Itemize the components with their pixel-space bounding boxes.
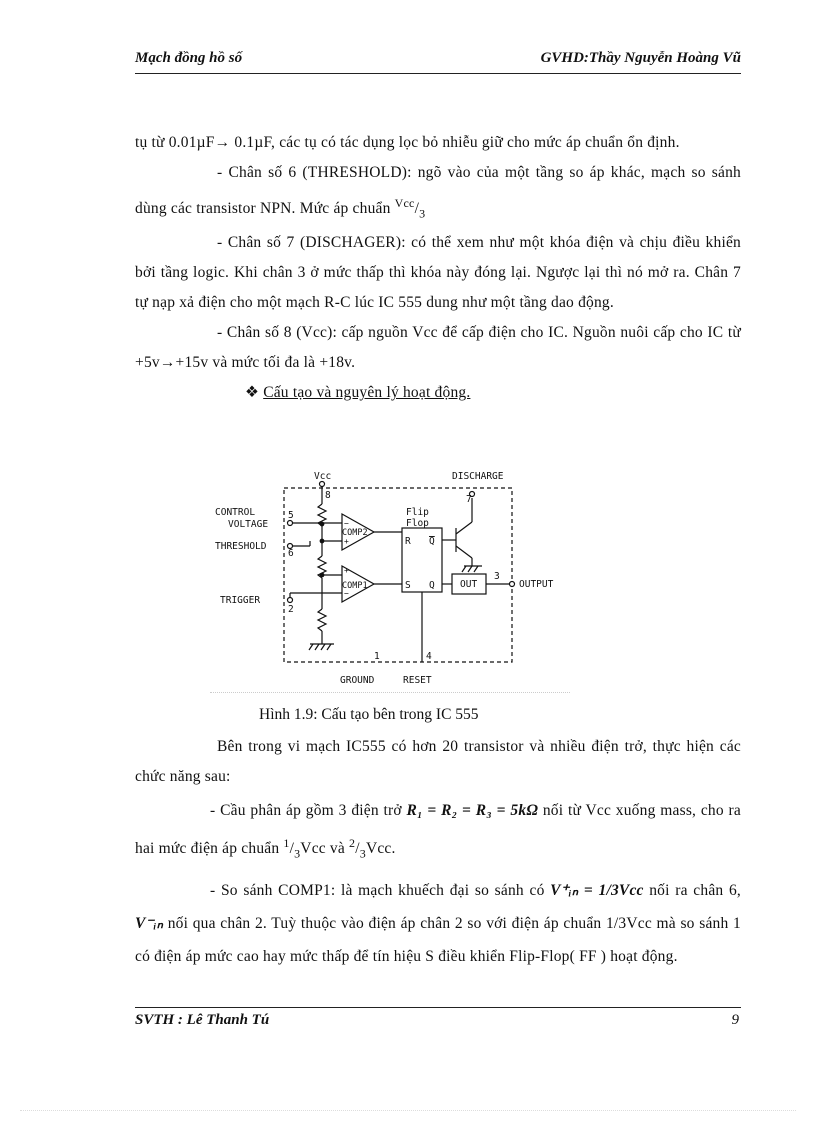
item1-f2-num: 2 — [349, 836, 356, 850]
paragraph-capacitor: tụ từ 0.01µF→ 0.1µF, các tụ có tác dụng lọc bỏ nhiễu giữ cho mức áp chuẩn ổn định. — [135, 134, 680, 151]
resistor-equation: R₁ = R₂ = R₃ = 5kΩ — [406, 802, 539, 819]
item1-mid: nối từ Vcc xuống mass, cho ra hai mức điện áp chuẩn — [135, 802, 741, 858]
label-ground: GROUND — [340, 675, 375, 686]
label-control: CONTROL — [215, 507, 256, 518]
page-header — [135, 47, 741, 71]
label-pin8: 8 — [325, 490, 331, 501]
vin-minus: V⁻ᵢₙ — [135, 915, 164, 933]
item1-f1-den: 3 — [294, 846, 301, 861]
page-number: 9 — [731, 1012, 739, 1028]
body-text — [135, 128, 741, 408]
label-vcc: Vcc — [314, 471, 332, 482]
item1-f2-den: 3 — [359, 846, 366, 861]
item-voltage-divider: - Cầu phân áp gồm 3 điện trở R₁ = R₂ = R₃ = 5kΩ nối từ Vcc xuống mass, cho ra hai mức điện áp chuẩn $^1/_3Vcc$ và $^2/_3Vcc$. — [135, 802, 741, 861]
frac-den: 3 — [419, 206, 426, 221]
label-output: OUTPUT — [519, 579, 554, 590]
label-pin1: 1 — [374, 651, 380, 662]
vin-plus-equation: V⁺ᵢₙ = 1/3Vcc — [550, 882, 644, 900]
section2-text — [135, 732, 741, 973]
item1-vcc1: Vcc và — [300, 840, 350, 858]
frac-num: Vcc — [394, 196, 415, 210]
section2-intro: Bên trong vi mạch IC555 có hơn 20 transistor và nhiều điện trở, thực hiện các chức năng sau: — [135, 738, 741, 785]
label-flop: Flop — [406, 518, 429, 529]
figure-divider — [210, 692, 570, 693]
ic555-diagram — [210, 466, 570, 690]
label-out: OUT — [460, 579, 478, 590]
paragraph-pin6: - Chân số 6 (THRESHOLD): ngõ vào của một tầng so áp khác, mạch so sánh dùng các transistor NPN. Mức áp chuẩn $^{Vcc}/_3$ — [135, 164, 741, 221]
label-qbar: Q — [429, 536, 435, 547]
label-threshold: THRESHOLD — [215, 541, 267, 552]
label-pin4: 4 — [426, 651, 432, 662]
item2-mid: nối ra chân 6, — [643, 882, 741, 900]
label-minus-2: − — [344, 519, 349, 528]
label-plus-1: + — [344, 566, 349, 575]
resistor-r3 — [318, 609, 326, 631]
section-bullet — [135, 378, 741, 408]
item1-f1-num: 1 — [283, 836, 290, 850]
label-comp2: COMP2 — [342, 528, 368, 538]
label-q: Q — [429, 580, 435, 591]
label-r: R — [405, 536, 411, 547]
item1-prefix: - Cầu phân áp gồm 3 điện trở — [210, 802, 407, 819]
label-pin2: 2 — [288, 604, 294, 615]
item2-rest: nối qua chân 2. Tuỳ thuộc vào điện áp chân 2 so với điện áp chuẩn 1/3Vcc mà so sánh 1 có điện áp mức cao hay mức thấp để tín hiệu S điều khiển Flip-Flop( FF ) hoạt động. — [135, 915, 741, 966]
section-heading: Cấu tạo và nguyên lý hoạt động. — [263, 384, 471, 402]
label-reset: RESET — [403, 675, 432, 686]
paragraph-pin8: - Chân số 8 (Vcc): cấp nguồn Vcc để cấp điện cho IC. Nguồn nuôi cấp cho IC từ +5v→+15v và mức tối đa là +18v. — [135, 324, 741, 372]
item-comp1 — [135, 874, 741, 973]
footer-rule — [135, 1007, 741, 1008]
item2-prefix: - So sánh COMP1: là mạch khuếch đại so sánh có — [210, 882, 551, 900]
label-s: S — [405, 580, 411, 591]
label-pin7: 7 — [466, 494, 472, 505]
label-flip: Flip — [406, 507, 429, 518]
pin6-text: - Chân số 6 (THRESHOLD): ngõ vào của một tầng so áp khác, mạch so sánh dùng các transistor NPN. Mức áp chuẩn — [135, 164, 741, 218]
item1-vcc2: Vcc. — [365, 840, 396, 858]
label-comp1: COMP1 — [342, 581, 368, 591]
label-pin5: 5 — [288, 510, 294, 521]
footer-author: SVTH : Lê Thanh Tú — [135, 1012, 270, 1028]
label-pin6: 6 — [288, 548, 294, 559]
paragraph-pin7: - Chân số 7 (DISCHAGER): có thể xem như một khóa điện và chịu điều khiển bởi tầng logic. Khi chân 3 ở mức thấp thì khóa này đóng lại. Ngược lại thì nó mở ra. Chân 7 tự nạp xả điện cho một mạch R-C lúc IC 555 dung như một tầng dao động. — [135, 234, 741, 312]
diamond-bullet-icon: ❖ — [245, 384, 260, 402]
label-voltage: VOLTAGE — [228, 519, 269, 530]
label-trigger: TRIGGER — [220, 595, 261, 606]
label-plus-2: + — [344, 537, 349, 546]
label-minus-1: − — [344, 589, 349, 598]
header-supervisor: GVHD:Thầy Nguyễn Hoàng Vũ — [540, 50, 741, 66]
header-title: Mạch đồng hồ số — [135, 50, 243, 66]
page-bottom-dots — [20, 1110, 796, 1111]
label-discharge: DISCHARGE — [452, 471, 504, 482]
header-rule — [135, 73, 741, 74]
figure-caption: Hình 1.9: Cấu tạo bên trong IC 555 — [259, 706, 479, 723]
label-pin3: 3 — [494, 571, 500, 582]
